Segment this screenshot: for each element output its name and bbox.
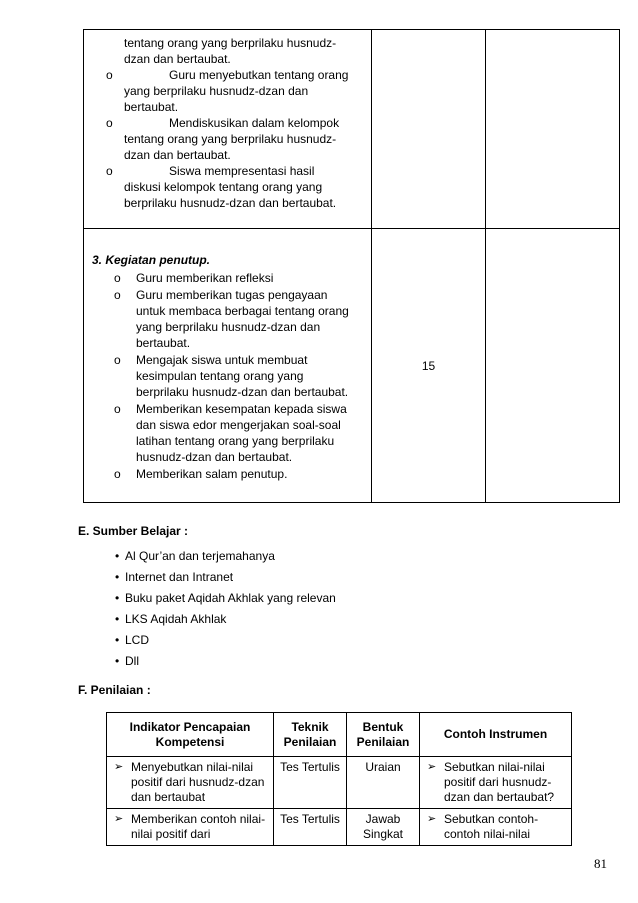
- penutup-notes-cell: [486, 229, 620, 503]
- penutup-description-cell: [84, 229, 372, 503]
- column-header: Contoh Instrumen: [420, 713, 572, 757]
- bullet-icon: •: [115, 591, 120, 605]
- list-item: o Guru memberikan tugas pengayaan untuk membaca berbagai tentang orang yang berprilaku husnudz-dzan dan bertaubat.: [114, 288, 349, 350]
- arrow-bullet-icon: ➢: [114, 761, 124, 773]
- list-item: • Internet dan Intranet: [115, 567, 336, 588]
- arrow-bullet-icon: ➢: [427, 761, 437, 773]
- penutup-block: [84, 229, 371, 482]
- table-row: ➢ Memberikan contoh nilai-nilai positif dari Tes Tertulis Jawab Singkat ➢ Sebutkan contoh-contoh nilai-nilai: [107, 809, 572, 846]
- activity-description-cell: [84, 30, 372, 229]
- bullet-icon: •: [115, 549, 120, 563]
- list-item: tentang orang yang berprilaku husnudz- dzan dan bertaubat.: [124, 36, 337, 66]
- list-item: o Mendiskusikan dalam kelompok tentang orang yang berprilaku husnudz- dzan dan bertaubat.: [106, 116, 340, 162]
- activity-continued-list: [84, 30, 371, 211]
- list-item: • LKS Aqidah Akhlak: [115, 609, 336, 630]
- circle-bullet-icon: o: [114, 467, 121, 481]
- circle-bullet-icon: o: [106, 164, 113, 178]
- arrow-bullet-icon: ➢: [114, 813, 124, 825]
- bullet-icon: •: [115, 570, 120, 584]
- list-item: o Siswa mempresentasi hasil diskusi kelompok tentang orang yang berprilaku husnudz-dzan dan bertaubat.: [106, 164, 337, 210]
- list-item: o Memberikan salam penutup.: [114, 467, 288, 481]
- list-item: • Dll: [115, 651, 336, 672]
- activity-row-penutup: [84, 229, 620, 503]
- circle-bullet-icon: o: [106, 68, 113, 82]
- page-number: 81: [594, 856, 607, 871]
- circle-bullet-icon: o: [114, 271, 121, 285]
- bullet-icon: •: [115, 612, 120, 626]
- penutup-time: 15: [421, 358, 436, 373]
- circle-bullet-icon: o: [114, 402, 121, 416]
- table-header-row: [107, 713, 572, 757]
- penilaian-heading: F. Penilaian :: [78, 683, 151, 697]
- activity-table: [83, 29, 620, 503]
- circle-bullet-icon: o: [106, 116, 113, 130]
- list-item: o Guru menyebutkan tentang orang yang berprilaku husnudz-dzan dan bertaubat.: [106, 68, 349, 114]
- bullet-icon: •: [115, 654, 120, 668]
- table-row: ➢ Menyebutkan nilai-nilai positif dari husnudz-dzan dan bertaubat Tes Tertulis Uraian ➢ Sebutkan nilai-nilai positif dari husnudz-dzan dan bertaubat?: [107, 757, 572, 809]
- list-item: • Buku paket Aqidah Akhlak yang relevan: [115, 588, 336, 609]
- activity-time-cell: [372, 30, 486, 229]
- circle-bullet-icon: o: [114, 353, 121, 367]
- column-header: Teknik Penilaian: [274, 713, 347, 757]
- list-item: o Mengajak siswa untuk membuat kesimpulan tentang orang yang berprilaku husnudz-dzan dan bertaubat.: [114, 353, 349, 399]
- penutup-title: 3. Kegiatan penutup.: [92, 253, 211, 267]
- arrow-bullet-icon: ➢: [427, 813, 437, 825]
- circle-bullet-icon: o: [114, 288, 121, 302]
- activity-row-continued: [84, 30, 620, 229]
- column-header: Indikator Pencapaian Kompetensi: [107, 713, 274, 757]
- penilaian-table: [106, 712, 572, 846]
- sumber-belajar-list: [115, 546, 336, 672]
- column-header: Bentuk Penilaian: [347, 713, 420, 757]
- list-item: o Memberikan kesempatan kepada siswa dan siswa edor mengerjakan soal-soal latihan tentang orang yang berprilaku husnudz-dzan dan bertaubat.: [114, 402, 347, 464]
- list-item: • Al Qur’an dan terjemahanya: [115, 546, 336, 567]
- list-item: • LCD: [115, 630, 336, 651]
- list-item: o Guru memberikan refleksi: [114, 271, 274, 285]
- sumber-belajar-heading: E. Sumber Belajar :: [78, 524, 189, 538]
- bullet-icon: •: [115, 633, 120, 647]
- activity-notes-cell: [486, 30, 620, 229]
- penutup-time-cell: [372, 229, 486, 503]
